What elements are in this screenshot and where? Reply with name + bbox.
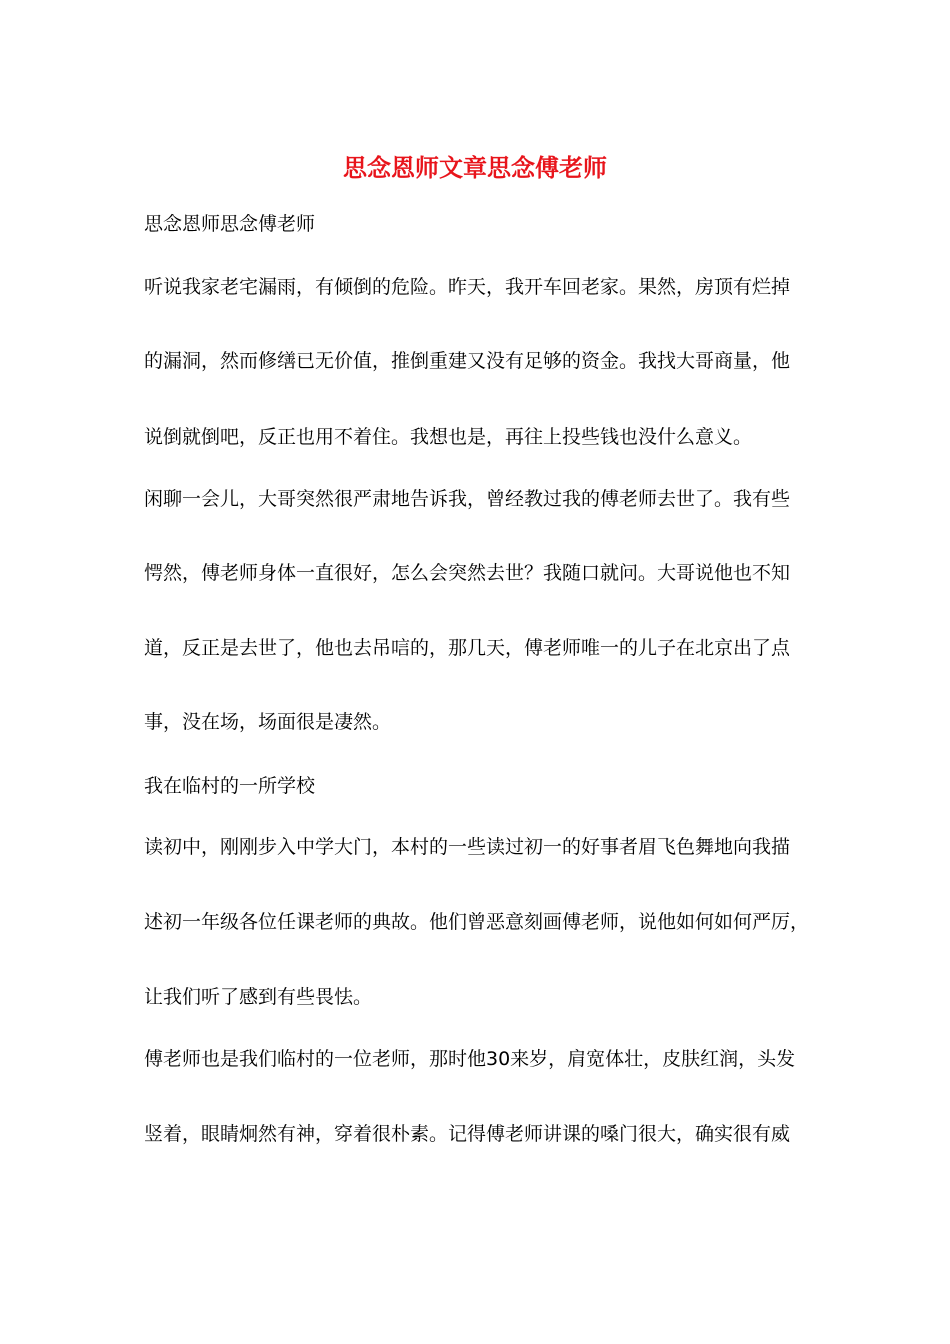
paragraph-line: 竖着，眼睛炯然有神，穿着很朴素。记得傅老师讲课的嗓门很大，确实很有威 <box>144 1123 791 1145</box>
paragraph-line: 傅老师也是我们临村的一位老师，那时他30来岁，肩宽体壮，皮肤红润，头发 <box>144 1048 796 1070</box>
paragraph-line: 让我们听了感到有些畏怯。 <box>144 986 373 1008</box>
paragraph-line: 读初中，刚刚步入中学大门，本村的一些读过初一的好事者眉飞色舞地向我描 <box>144 836 791 858</box>
paragraph-line: 闲聊一会儿，大哥突然很严肃地告诉我，曾经教过我的傅老师去世了。我有些 <box>144 488 791 510</box>
paragraph-line: 听说我家老宅漏雨，有倾倒的危险。昨天，我开车回老家。果然，房顶有烂掉 <box>144 276 791 298</box>
paragraph-line: 述初一年级各位任课老师的典故。他们曾恶意刻画傅老师，说他如何如何严厉， <box>144 911 810 933</box>
paragraph-line: 我在临村的一所学校 <box>144 775 316 797</box>
document-title: 思念恩师文章思念傅老师 <box>343 153 607 182</box>
paragraph-line: 说倒就倒吧，反正也用不着住。我想也是，再往上投些钱也没什么意义。 <box>144 426 753 448</box>
paragraph-line: 道，反正是去世了，他也去吊唁的，那几天，傅老师唯一的儿子在北京出了点 <box>144 637 791 659</box>
paragraph-line: 愕然，傅老师身体一直很好，怎么会突然去世？我随口就问。大哥说他也不知 <box>144 562 791 584</box>
subheading: 思念恩师思念傅老师 <box>144 213 316 235</box>
paragraph-line: 事，没在场，场面很是凄然。 <box>144 711 392 733</box>
paragraph-line: 的漏洞，然而修缮已无价值，推倒重建又没有足够的资金。我找大哥商量，他 <box>144 350 791 372</box>
